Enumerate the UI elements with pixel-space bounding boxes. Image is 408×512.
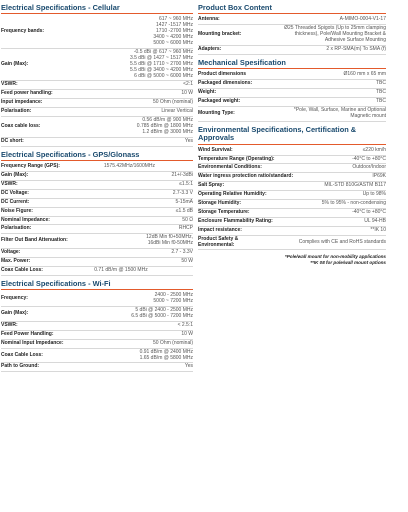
spec-value: -40°C to +80°C (352, 208, 386, 215)
spec-value: UL 94-HB (364, 217, 386, 224)
spec-row (198, 227, 386, 236)
spec-row (1, 340, 193, 349)
spec-label: Enclosure Flammability Rating: (198, 217, 273, 224)
spec-value: 5 dBi @ 2400 - 2500 MHz 6.5 dBi @ 5000 - 7200 MHz (131, 307, 193, 320)
spec-row (1, 307, 193, 322)
spec-label: Coax cable loss: (1, 123, 41, 129)
spec-label: Filter Out Band Attenuation: (1, 237, 68, 244)
spec-row (1, 217, 193, 226)
spec-row (1, 258, 193, 267)
environmental-section (198, 122, 386, 266)
spec-row (198, 89, 386, 98)
spec-label: Noise Figure: (1, 207, 33, 214)
spec-label: Frequency bands: (1, 28, 45, 35)
spec-value: <2:1 (183, 81, 193, 88)
spec-value: Ø25 Threaded Spigots (Up to 25mm clamping thickness), Pole/Wall Mounting Bracket & Adhesive Surface Mounting (284, 25, 386, 44)
spec-value: RHCP (178, 225, 193, 232)
section-divider (1, 160, 193, 161)
spec-row (198, 200, 386, 209)
spec-value: 50 Ω (182, 216, 193, 223)
section-divider (1, 289, 193, 290)
spec-value: Outdoor/Indoor (352, 164, 386, 171)
spec-value: 12dB Min f0+50MHz, 16dBi Min f0-50MHz (146, 234, 193, 247)
spec-value: IP69K (372, 173, 386, 180)
spec-row (198, 147, 386, 156)
spec-row (1, 190, 193, 199)
footnote: **IK 08 for pole/wall mount options (310, 260, 386, 266)
spec-row (198, 236, 386, 251)
spec-label: Gain (Max): (1, 310, 29, 317)
spec-label: Operating Relative Humidity: (198, 191, 267, 198)
spec-label: Water ingress protection ratio/standard: (198, 173, 294, 180)
spec-row (1, 199, 193, 208)
spec-label: Packaged dimensions: (198, 80, 253, 87)
spec-row (198, 46, 386, 55)
spec-label: DC Current: (1, 198, 30, 205)
spec-value: 50 Ohm (nominal) (152, 339, 193, 346)
spec-value: 2 x RP-SMA(m) To SMA (f) (326, 46, 386, 53)
section-divider (1, 13, 193, 14)
mechanical-section (198, 55, 386, 122)
spec-value: 617 ~ 960 MHz 1427 -1517 MHz 1710 -2700 MHz 3400 ~ 4200 MHz 5000 ~ 6000 MHz (153, 16, 193, 47)
spec-row (1, 292, 193, 307)
spec-label: Gain (Max): (1, 172, 29, 179)
spec-label: Feed Power Handling: (1, 330, 54, 337)
spec-row (198, 98, 386, 107)
spec-label: Polarisation: (1, 225, 32, 232)
spec-value: Complies with CE and RoHS standards (298, 238, 386, 245)
product-box-section (198, 0, 386, 55)
spec-label: Environmental Conditions: (198, 164, 262, 171)
spec-row (1, 138, 193, 147)
section-title: Electrical Specifications - Wi-Fi (1, 278, 111, 288)
spec-label: Nominal Input Impedance: (1, 339, 64, 346)
spec-label: Frequency Range (GPS): (1, 163, 60, 170)
spec-value: ≤1.5:1 (179, 180, 193, 187)
spec-row (1, 181, 193, 190)
spec-value: TBC (376, 80, 386, 87)
spec-row (198, 107, 386, 122)
spec-row (1, 331, 193, 340)
spec-row (198, 209, 386, 218)
spec-value: Yes (184, 137, 193, 144)
spec-value: Up to 98% (362, 191, 386, 198)
spec-row (1, 16, 193, 49)
spec-label: Polarisation: (1, 108, 32, 115)
spec-row (198, 71, 386, 80)
spec-label: Nominal Impedance: (1, 216, 50, 223)
spec-value: < 2.5:1 (177, 321, 193, 328)
spec-value: TBC (376, 98, 386, 105)
spec-value: 0.91 dB/m @ 2400 MHz 1.65 dB/m @ 5800 MHz (139, 348, 193, 361)
spec-label: VSWR: (1, 321, 18, 328)
spec-value: 5% to 95% - non-condensing (321, 200, 386, 207)
section-divider (198, 144, 386, 145)
spec-label: DC Voltage: (1, 189, 29, 196)
section-divider (198, 68, 386, 69)
spec-label: Voltage: (1, 249, 21, 256)
spec-row (198, 182, 386, 191)
spec-label: Impact resistance: (198, 226, 242, 233)
spec-label: Adapters: (198, 46, 222, 53)
spec-row (1, 208, 193, 217)
wifi-section (1, 276, 193, 372)
spec-row (1, 90, 193, 99)
spec-value: MIL-STD 810G/ASTM B117 (324, 182, 386, 189)
spec-row (1, 117, 193, 138)
spec-row (198, 164, 386, 173)
spec-label: Max. Power: (1, 258, 31, 265)
right-column (198, 0, 386, 266)
spec-row (1, 225, 193, 234)
spec-label: DC short: (1, 137, 24, 144)
spec-row (1, 349, 193, 364)
spec-value: **IK 10 (370, 226, 386, 233)
spec-value: 21+/-3dBi (171, 172, 193, 179)
spec-value: 2.7 - 3.3V (171, 249, 193, 256)
spec-value: 10 W (181, 330, 193, 337)
section-title: Mechanical Spesification (198, 57, 286, 67)
spec-label: Product dimensions (198, 71, 247, 78)
spec-row (1, 81, 193, 90)
spec-label: Mounting bracket: (198, 31, 242, 38)
spec-value: Linear Vertical (161, 108, 193, 115)
spec-label: Storage Temperature: (198, 208, 250, 215)
spec-row (198, 80, 386, 89)
spec-label: Frequency: (1, 295, 28, 302)
section-title: Product Box Content (198, 3, 272, 12)
spec-value: *Pole, Wall, Surface, Marine and Optional Magnetic mount (293, 106, 386, 119)
spec-value: 50 Ohm (nominal) (152, 99, 193, 106)
spec-value: TBC (376, 89, 386, 96)
spec-value: -40°C to +80°C (352, 155, 386, 162)
spec-row (198, 156, 386, 165)
spec-label: Gain (Max): (1, 60, 29, 67)
spec-value: -0.5 dBi @ 617 ~ 960 MHz 3.5 dBi @ 1427 ~ 1517 MHz 5.5 dBi @ 1710 ~ 2700 MHz 5.5 dBi @ 3400 ~ 4200 MHz 6 dBi @ 5000 ~ 6000 MHz (129, 48, 193, 79)
spec-row (1, 267, 193, 276)
spec-value: 50 W (181, 258, 193, 265)
spec-label: Storage Humidity: (198, 200, 242, 207)
spec-row (198, 218, 386, 227)
spec-label: Temperature Range (Operating): (198, 155, 275, 162)
cellular-section (1, 0, 193, 147)
spec-row (198, 16, 386, 25)
spec-row (1, 234, 193, 249)
spec-label: Input impedance: (1, 99, 43, 106)
spec-value: 0.56 dB/m @ 900 MHz 0.785 dB/m @ 1800 MHz 1.2 dB/m @ 3000 MHz (136, 117, 193, 135)
spec-label: Salt Spray: (198, 182, 225, 189)
spec-label: Wind Survival: (198, 146, 233, 153)
left-column (1, 0, 193, 372)
section-title: Electrical Specifications - Cellular (1, 3, 120, 12)
spec-row (1, 108, 193, 117)
footnote: *Pole/wall mount for non-mobility applications (284, 254, 386, 260)
spec-label: VSWR: (1, 81, 18, 88)
section-title: Environmental Specifications, Certification & Approvals (198, 124, 357, 143)
spec-label: Packaged weight: (198, 98, 241, 105)
gps-section (1, 147, 193, 276)
spec-value: 0.71 dB/m @ 1500 MHz (94, 267, 148, 273)
spec-row (1, 249, 193, 258)
spec-label: Feed power handling: (1, 90, 53, 97)
spec-row (1, 172, 193, 181)
section-title: Electrical Specifications - GPS/Glonass (1, 149, 140, 159)
spec-value: 1575.42MHz/1600MHz (103, 163, 156, 170)
spec-label: Coax Cable Loss: (1, 351, 43, 358)
spec-value: A-MIMO-0004-V1-17 (339, 16, 386, 23)
spec-row (1, 99, 193, 108)
section-divider (198, 13, 386, 14)
spec-value: 10 W (181, 90, 193, 97)
spec-label: Coax Cable Loss: (1, 267, 43, 273)
spec-row (198, 173, 386, 182)
spec-value: 2400 - 2500 MHz 5000 ~ 7200 MHz (153, 292, 193, 305)
spec-label: Weight: (198, 89, 217, 96)
spec-value: Ø160 mm x 65 mm (343, 71, 386, 78)
spec-row (1, 363, 193, 372)
spec-value: 2.7-3.3 V (172, 189, 193, 196)
spec-label: Path to Ground: (1, 363, 40, 370)
spec-row (198, 25, 386, 46)
spec-value: 5-15mA (175, 198, 193, 205)
spec-value: ≤220 km/h (362, 146, 386, 153)
spec-label: Antenna: (198, 16, 220, 23)
spec-label: Mounting Type: (198, 109, 235, 116)
spec-row (1, 322, 193, 331)
spec-label: VSWR: (1, 180, 18, 187)
spec-value: Yes (184, 363, 193, 370)
spec-row (198, 191, 386, 200)
spec-row (1, 163, 193, 172)
spec-value: ≤1.5 dB (175, 207, 193, 214)
spec-row (1, 49, 193, 82)
spec-label: Product Safety & Environmental: (198, 235, 239, 248)
